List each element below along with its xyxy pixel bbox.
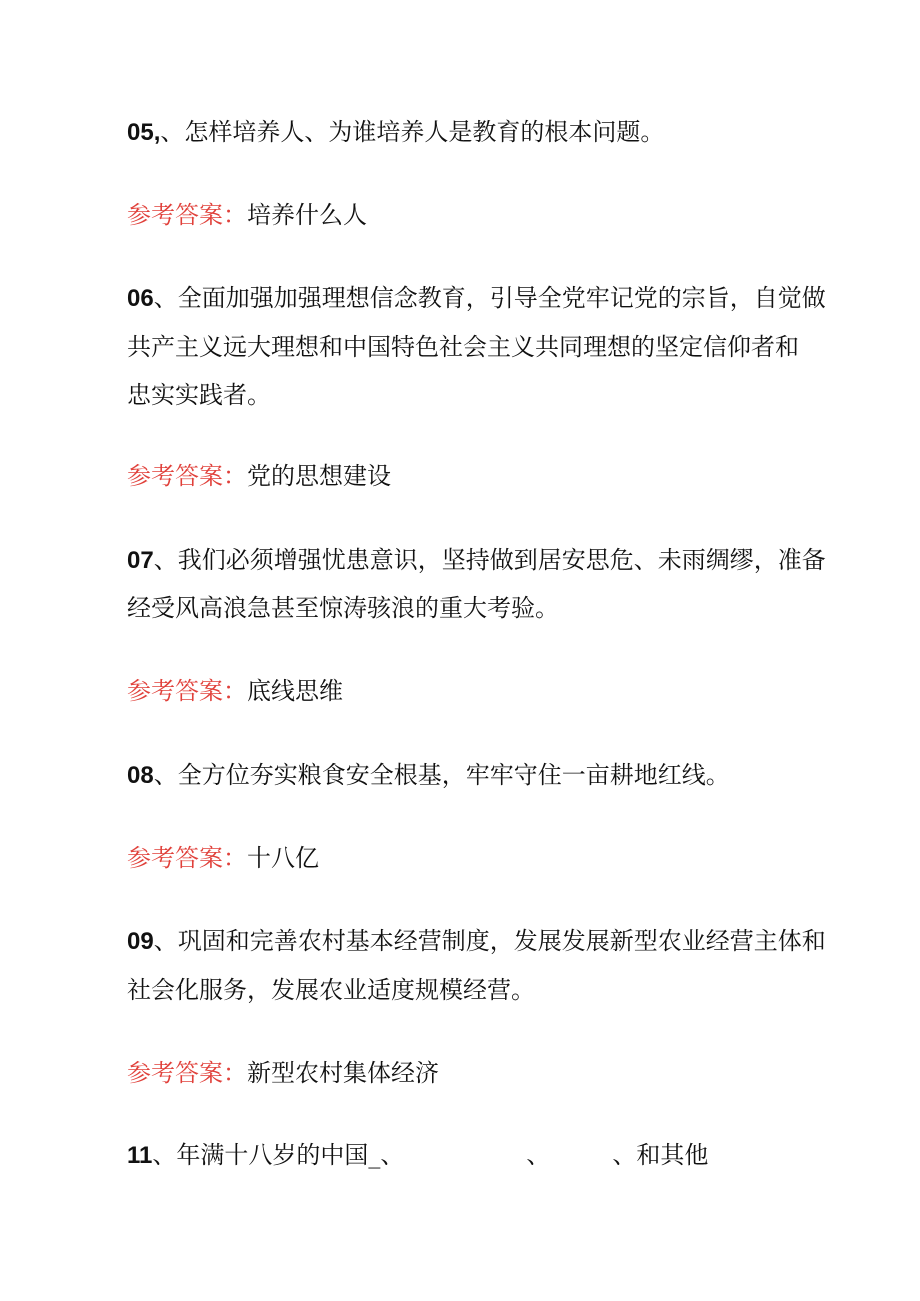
question-text-part-1: 、年满十八岁的中国_、 xyxy=(152,1141,405,1169)
question-09-line-1 xyxy=(127,921,826,962)
question-text: 、我们必须增强忧患意识，坚持做到居安思危、未雨绸缪，准备 xyxy=(153,546,826,574)
question-number: 09 xyxy=(127,928,154,955)
question-number: 06 xyxy=(127,285,154,312)
question-05-line-1 xyxy=(127,112,664,153)
answer-label: 参考答案： xyxy=(127,1059,247,1087)
question-06-line-1 xyxy=(127,278,826,319)
answer-05 xyxy=(127,195,367,235)
answer-08 xyxy=(127,838,319,878)
question-09-line-2: 社会化服务，发展农业适度规模经营。 xyxy=(127,976,535,1004)
answer-text: 培养什么人 xyxy=(247,201,367,229)
question-text: 、全方位夯实粮食安全根基，牢牢守住一亩耕地红线。 xyxy=(153,761,730,789)
question-08-line-1 xyxy=(127,755,730,796)
question-06-line-2: 共产主义远大理想和中国特色社会主义共同理想的坚定信仰者和 xyxy=(127,333,799,361)
question-text: 、巩固和完善农村基本经营制度，发展发展新型农业经营主体和 xyxy=(153,927,826,955)
answer-text: 新型农村集体经济 xyxy=(247,1059,439,1087)
answer-07 xyxy=(127,671,343,711)
question-number: 05, xyxy=(127,119,161,146)
answer-06 xyxy=(127,456,391,496)
question-number: 07 xyxy=(127,547,154,574)
answer-text: 底线思维 xyxy=(247,677,343,705)
question-text: 、全面加强加强理想信念教育，引导全党牢记党的宗旨，自觉做 xyxy=(153,284,826,312)
answer-label: 参考答案： xyxy=(127,201,247,229)
question-text-part-2: 、 xyxy=(526,1141,551,1169)
question-11-line-1 xyxy=(127,1135,708,1176)
answer-label: 参考答案： xyxy=(127,462,247,490)
question-07-line-2: 经受风高浪急甚至惊涛骇浪的重大考验。 xyxy=(127,594,559,622)
answer-label: 参考答案： xyxy=(127,844,247,872)
question-06-line-3: 忠实实践者。 xyxy=(127,381,271,409)
question-number: 11 xyxy=(127,1142,153,1169)
answer-label: 参考答案： xyxy=(127,677,247,705)
question-07-line-1 xyxy=(127,540,826,581)
answer-text: 党的思想建设 xyxy=(247,462,391,490)
question-text-part-3: 、和其他 xyxy=(612,1141,709,1169)
answer-09 xyxy=(127,1053,439,1093)
question-text: 、怎样培养人、为谁培养人是教育的根本问题。 xyxy=(160,118,665,146)
answer-text: 十八亿 xyxy=(247,844,319,872)
question-number: 08 xyxy=(127,762,154,789)
